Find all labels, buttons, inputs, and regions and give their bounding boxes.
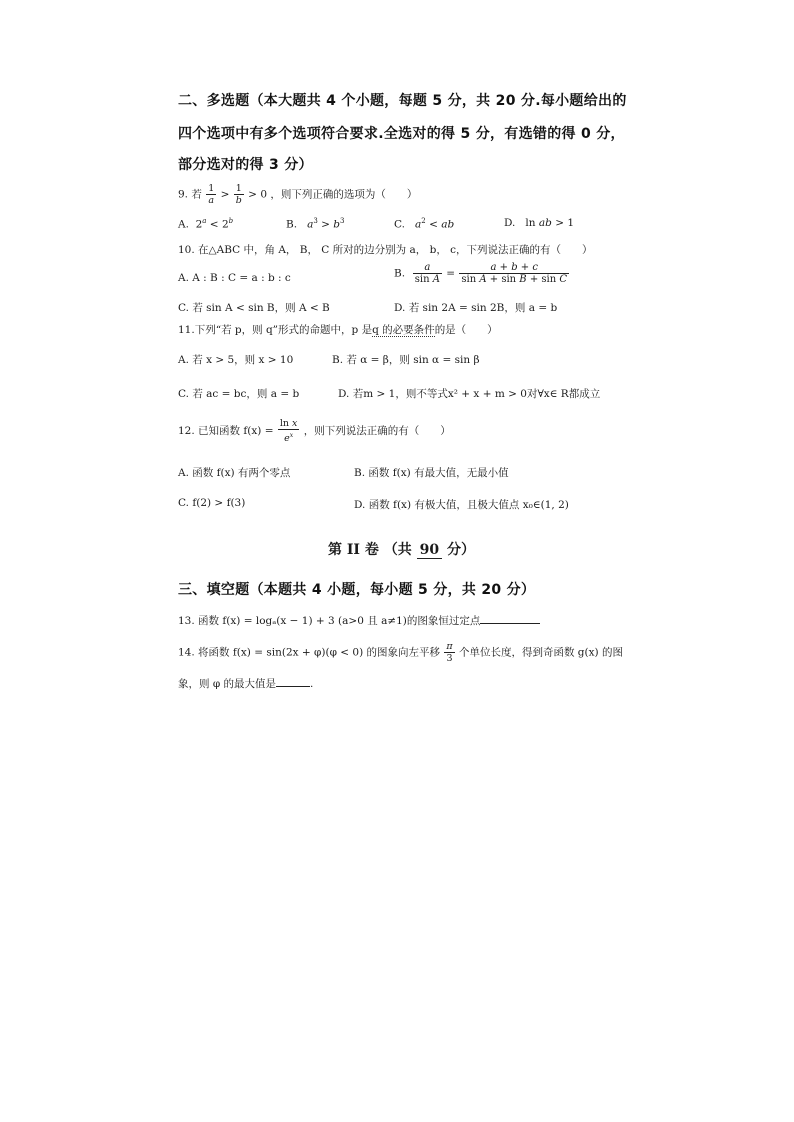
question-9: 9. 若 $\frac{1}{a}$ > $\frac{1}{b}$ > 0 ，则下列正确的选项为（ ）: [178, 183, 418, 206]
section3-header: 三、填空题（本题共 4 小题，每小题 5 分，共 20 分）: [178, 582, 536, 598]
q11-option-a: A. 若 x > 5，则 x > 10: [178, 354, 294, 366]
q9-fraction-1-over-b: $\frac{1}{b}$: [235, 183, 242, 206]
q9-number: 9.: [178, 188, 189, 201]
q10-option-a: A. A : B : C = a : b : c: [178, 272, 291, 284]
q10-option-b-label: B.: [394, 267, 406, 280]
q9-fraction-1-over-a: $\frac{1}{a}$: [208, 183, 215, 206]
q9-option-c: C. $a^2$ < ab: [394, 217, 455, 231]
question-13: 13. 函数 f(x) = logₐ(x − 1) + 3 (a>0 且 a≠1)的图象恒过定点: [178, 613, 540, 628]
q11-emphasis: q 的必要条件: [372, 324, 435, 336]
q13-answer-blank[interactable]: [480, 613, 540, 624]
q10-option-d: D. 若 sin 2A = sin 2B，则 a = b: [394, 302, 558, 314]
q11-option-d: D. 若m > 1，则不等式x² + x + m > 0对∀x∈ R都成立: [338, 388, 601, 400]
section2-header-line1: 二、多选题（本大题共 4 个小题，每题 5 分，共 20 分.每小题给出的: [178, 93, 627, 109]
q9-option-b: B. $a^3 > b^3$: [286, 217, 345, 231]
question-12: 12. 已知函数 f(x) = $\frac{\text{ln x}}{e^x}$ ，则下列说法正确的有（ ）: [178, 418, 451, 445]
q12-option-b: B. 函数 f(x) 有最大值，无最小值: [354, 467, 509, 479]
q12-option-a: A. 函数 f(x) 有两个零点: [178, 467, 291, 479]
q10-option-b: B. $\frac{a}{\text{sin A}}$ = $\frac{a + b + c}{\text{sin A + sin B + sin C}}$: [394, 262, 567, 285]
q10-option-c: C. 若 sin A < sin B，则 A < B: [178, 302, 330, 314]
question-11: 11.下列“若 p，则 q”形式的命题中，p 是q 的必要条件的是（ ）: [178, 324, 498, 336]
question-14: 14. 将函数 f(x) = sin(2x + φ)(φ < 0) 的图象向左平移 $\frac{\pi}{3}$ 个单位长度，得到奇函数 g(x) 的图: [178, 641, 623, 664]
q11-option-b: B. 若 α = β，则 sin α = sin β: [332, 354, 480, 366]
part-2-score: 90: [417, 542, 442, 559]
q14-fraction-pi-over-3: $\frac{\pi}{3}$: [446, 641, 453, 664]
question-14-line2: 象，则 φ 的最大值是 .: [178, 678, 314, 690]
q12-fraction: $\frac{\text{ln x}}{e^x}$: [279, 418, 298, 445]
q11-option-c: C. 若 ac = bc，则 a = b: [178, 388, 300, 400]
q9-option-d: D. ln ab > 1: [504, 217, 575, 229]
section2-header-line3: 部分选对的得 3 分）: [178, 157, 313, 173]
q9-prefix: 若: [191, 188, 202, 201]
q14-answer-blank[interactable]: [276, 676, 310, 687]
question-10: 10. 在△ABC 中，角 A， B， C 所对的边分别为 a， b， c，下列说法正确的有（ ）: [178, 244, 593, 256]
q12-option-d: D. 函数 f(x) 有极大值，且极大值点 x₀∈(1, 2): [354, 499, 569, 511]
part-2-title: 第 II 卷 （共 90 分）: [328, 542, 475, 558]
q12-option-c: C. f(2) > f(3): [178, 497, 246, 509]
q9-option-a: A. $2^a < 2^b$: [178, 217, 234, 231]
q9-suffix: ，则下列正确的选项为（ ）: [270, 188, 418, 201]
section2-header-line2: 四个选项中有多个选项符合要求.全选对的得 5 分，有选错的得 0 分，: [178, 126, 625, 142]
